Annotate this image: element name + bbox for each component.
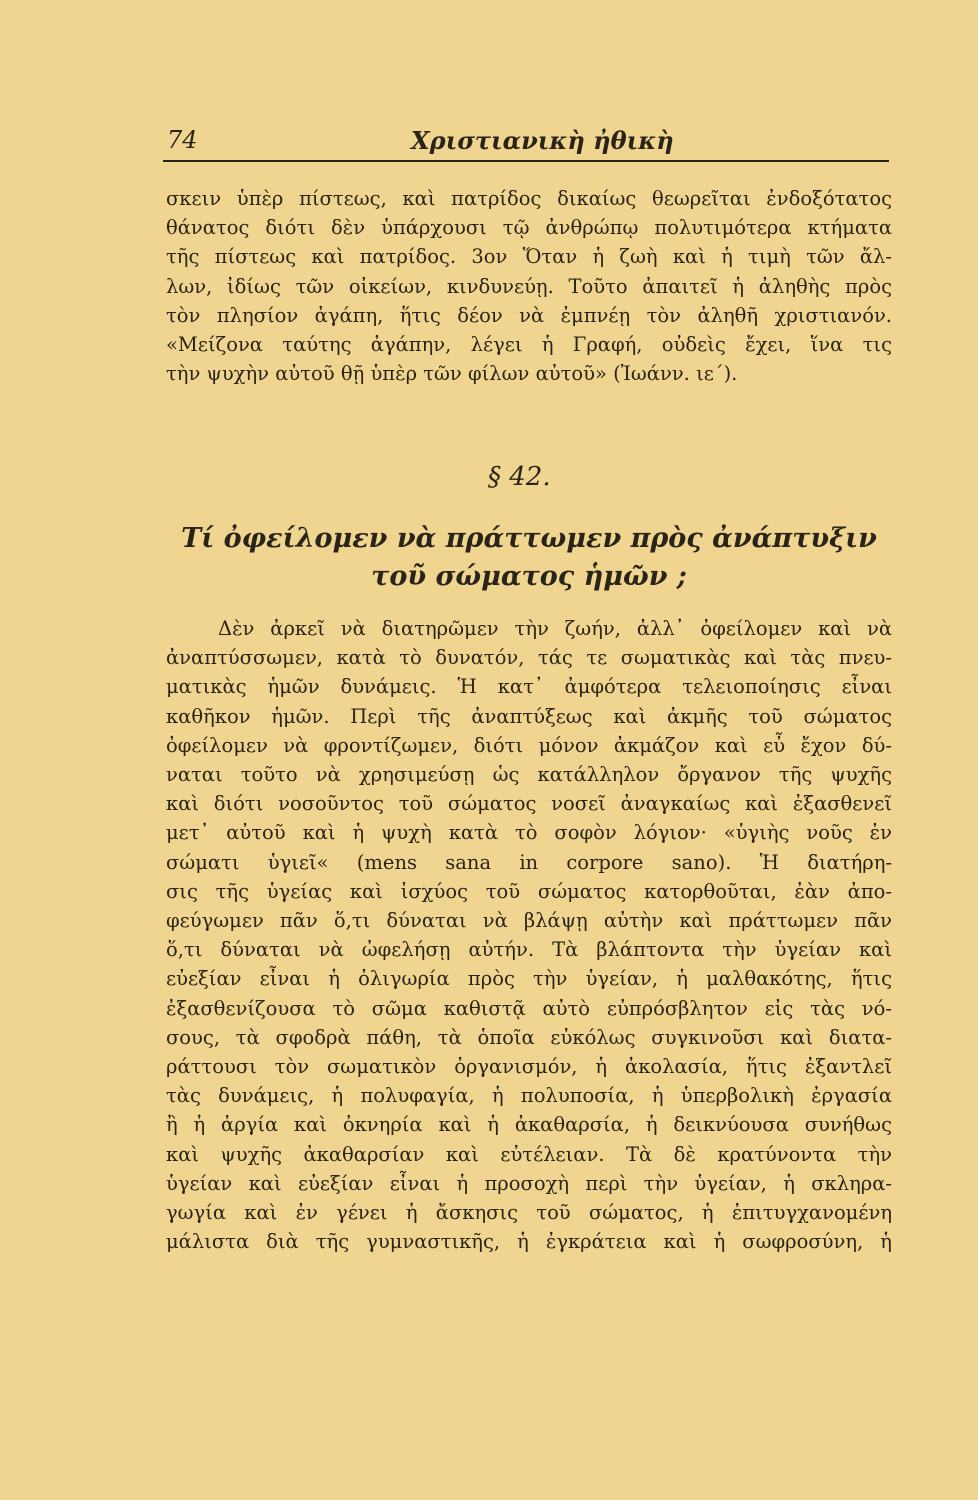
text-line: ἢ ἡ ἀργία καὶ ὀκνηρία καὶ ἡ ἀκαθαρσία, ἡ δεικνύουσα συνήθως xyxy=(166,1113,892,1137)
text-line: μάλιστα διὰ τῆς γυμναστικῆς, ἡ ἐγκράτεια καὶ ἡ σωφροσύνη, ἡ xyxy=(166,1230,892,1254)
paragraph-2 xyxy=(166,614,892,1256)
text-line: τῆς πίστεως καὶ πατρίδος. 3ον Ὅταν ἡ ζωὴ καὶ ἡ τιμὴ τῶν ἄλ- xyxy=(166,245,892,269)
text-line: ναται τοῦτο νὰ χρησιμεύσῃ ὡς κατάλληλον ὄργανον τῆς ψυχῆς xyxy=(166,763,892,787)
text-line: γωγία καὶ ἐν γένει ἡ ἄσκησις τοῦ σώματος, ἡ ἐπιτυγχανομένη xyxy=(166,1201,892,1225)
running-title: Χριστιανικὴ ἠθικὴ xyxy=(411,126,674,155)
section-heading-line: τοῦ σώματος ἡμῶν ; xyxy=(371,561,687,592)
text-line: «Μείζονα ταύτης ἀγάπην, λέγει ἡ Γραφή, οὐδεὶς ἔχει, ἵνα τις xyxy=(166,333,892,357)
text-line: ὅ,τι δύναται νὰ ὠφελήσῃ αὐτήν. Τὰ βλάπτοντα τὴν ὑγείαν καὶ xyxy=(166,938,892,962)
text-line: τὸν πλησίον ἀγάπη, ἥτις δέον νὰ ἐμπνέῃ τὸν ἀληθῆ χριστιανόν. xyxy=(166,303,892,327)
text-line: ὑγείαν καὶ εὐεξίαν εἶναι ἡ προσοχὴ περὶ τὴν ὑγείαν, ἡ σκληρα- xyxy=(166,1171,892,1195)
text-line: καὶ ψυχῆς ἀκαθαρσίαν καὶ εὐτέλειαν. Τὰ δὲ κρατύνοντα τὴν xyxy=(166,1142,892,1166)
text-line: σις τῆς ὑγείας καὶ ἰσχύος τοῦ σώματος κατορθοῦται, ἐὰν ἀπο- xyxy=(166,879,892,903)
text-line: σώματι ὑγιεῖ« (mens sana in corpore sano). Ἡ διατήρη- xyxy=(166,850,892,874)
text-line: ὀφείλομεν νὰ φροντίζωμεν, διότι μόνον ἀκμάζον καὶ εὖ ἔχον δύ- xyxy=(166,733,892,757)
text-line: ἀναπτύσσωμεν, κατὰ τὸ δυνατόν, τάς τε σωματικὰς καὶ τὰς πνευ- xyxy=(166,646,892,670)
text-line: φεύγωμεν πᾶν ὅ,τι δύναται νὰ βλάψῃ αὐτὴν καὶ πράττωμεν πᾶν xyxy=(166,909,892,933)
text-line: θάνατος διότι δὲν ὑπάρχουσι τῷ ἀνθρώπῳ πολυτιμότερα κτήματα xyxy=(166,216,892,240)
page-header xyxy=(163,124,889,162)
text-line: ματικὰς ἡμῶν δυνάμεις. Ἡ κατ᾽ ἀμφότερα τελειοποίησις εἶναι xyxy=(166,675,892,699)
text-line: σκειν ὑπὲρ πίστεως, καὶ πατρίδος δικαίως θεωρεῖται ἐνδοξότατος xyxy=(166,187,892,210)
text-line: ράττουσι τὸν σωματικὸν ὀργανισμόν, ἡ ἀκολασία, ἥτις ἐξαντλεῖ xyxy=(166,1055,892,1079)
text-line: λων, ἰδίως τῶν οἰκείων, κινδυνεύῃ. Τοῦτο ἀπαιτεῖ ἡ ἀληθὴς πρὸς xyxy=(166,274,892,298)
section-heading xyxy=(166,520,892,596)
text-line: τὰς δυνάμεις, ἡ πολυφαγία, ἡ πολυποσία, ἡ ὑπερβολικὴ ἐργασία xyxy=(166,1084,892,1108)
section-number: § 42. xyxy=(488,462,551,492)
text-line: τὴν ψυχὴν αὐτοῦ θῇ ὑπὲρ τῶν φίλων αὐτοῦ» (Ἰωάνν. ιε΄). xyxy=(166,362,738,386)
paragraph-1 xyxy=(166,184,892,388)
page-number: 74 xyxy=(167,126,198,154)
text-line: μετ᾽ αὐτοῦ καὶ ἡ ψυχὴ κατὰ τὸ σοφὸν λόγιον· «ὑγιὴς νοῦς ἐν xyxy=(166,821,892,845)
text-line: σους, τὰ σφοδρὰ πάθη, τὰ ὁποῖα εὐκόλως συγκινοῦσι καὶ διατα- xyxy=(166,1025,892,1049)
text-line: Δὲν ἀρκεῖ νὰ διατηρῶμεν τὴν ζωήν, ἀλλ᾽ ὀφείλομεν καὶ νὰ xyxy=(218,617,892,640)
section-heading-line: Τί ὀφείλομεν νὰ πράττωμεν πρὸς ἀνάπτυξιν xyxy=(181,523,877,554)
text-line: ἐξασθενίζουσα τὸ σῶμα καθιστᾷ αὐτὸ εὐπρόσβλητον εἰς τὰς νό- xyxy=(166,996,892,1020)
text-line: καθῆκον ἡμῶν. Περὶ τῆς ἀναπτύξεως καὶ ἀκμῆς τοῦ σώματος xyxy=(166,704,892,728)
text-line: καὶ διότι νοσοῦντος τοῦ σώματος νοσεῖ ἀναγκαίως καὶ ἐξασθενεῖ xyxy=(166,792,892,816)
text-line: εὐεξίαν εἶναι ἡ ὀλιγωρία πρὸς τὴν ὑγείαν, ἡ μαλθακότης, ἥτις xyxy=(166,967,892,991)
